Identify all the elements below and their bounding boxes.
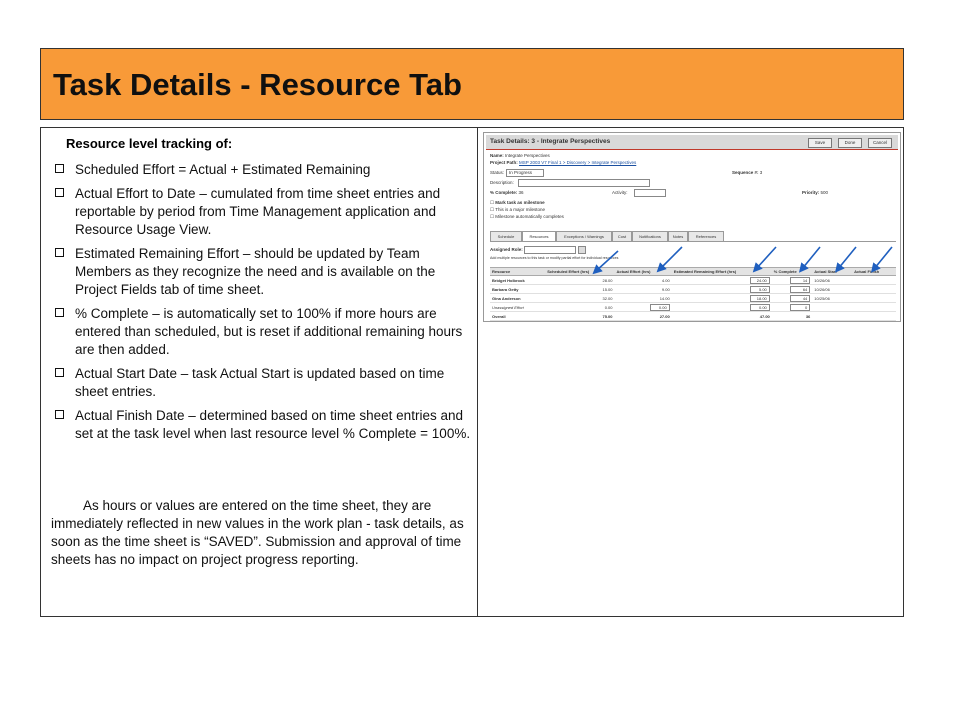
checkbox-bullet-icon	[55, 188, 64, 197]
complete-input[interactable]: 14	[790, 277, 810, 284]
arrow-start-icon	[838, 247, 856, 269]
column-header: Actual Start	[812, 268, 852, 276]
bullet-text: Actual Start Date – task Actual Start is updated based on time sheet entries.	[75, 366, 445, 399]
tab-cost[interactable]: Cost	[612, 231, 632, 242]
complete-input[interactable]: 44	[790, 295, 810, 302]
table-row: Unassigned Effort 0.00 0.00 0.00 0	[490, 303, 896, 312]
tab-notes[interactable]: Notes	[668, 231, 688, 242]
column-header: Scheduled Effort (hrs)	[545, 268, 614, 276]
section-heading: Resource level tracking of:	[66, 136, 233, 151]
arrow-remaining-icon	[756, 247, 776, 269]
status-label: Status:	[490, 170, 505, 175]
remaining-input[interactable]: 18.00	[750, 295, 770, 302]
title-bar	[40, 48, 904, 120]
total-row: Overall 75.00 27.00 47.00 36	[490, 312, 896, 321]
screenshot-title: Task Details: 3 - Integrate Perspectives	[490, 138, 611, 145]
complete-input[interactable]: 0	[790, 304, 810, 311]
project-path-field: Project Path: MSP 2003 V7 Final 1 > Discovery > Integrate Perspectives	[490, 160, 637, 165]
complete-input[interactable]: 64	[790, 286, 810, 293]
assigned-role-label: Assigned Role:	[490, 247, 523, 252]
remaining-input[interactable]: 0.00	[750, 304, 770, 311]
bullet-text: Actual Finish Date – determined based on time sheet entries and set at the task level when last resource level % Complete = 100%.	[75, 408, 471, 441]
task-details-screenshot	[483, 132, 901, 322]
arrow-finish-icon	[874, 247, 892, 269]
column-header: % Complete	[772, 268, 813, 276]
major-milestone-checkbox[interactable]: ☐ This is a major milestone	[490, 207, 545, 212]
save-button[interactable]: Save	[808, 138, 832, 148]
table-row: Gina Anderson 32.00 14.00 18.00 44 10/25/06	[490, 294, 896, 303]
arrow-actual-icon	[660, 247, 682, 269]
bullet-item	[53, 185, 473, 239]
cancel-button[interactable]: Cancel	[868, 138, 892, 148]
project-path-link[interactable]: MSP 2003 V7 Final 1 > Discovery > Integrate Perspectives	[519, 160, 637, 165]
checkbox-bullet-icon	[55, 248, 64, 257]
column-header: Actual Finish	[852, 268, 896, 276]
tab-resources[interactable]: Resources	[522, 231, 556, 242]
bullet-text: Scheduled Effort = Actual + Estimated Remaining	[75, 162, 371, 177]
checkbox-bullet-icon	[55, 308, 64, 317]
arrow-complete-icon	[802, 247, 820, 269]
summary-paragraph: As hours or values are entered on the time sheet, they are immediately reflected in new values in the work plan - task details, as soon as the time sheet is “SAVED”. Submission and approval of time sheets has no impact on project progress reporting.	[51, 498, 464, 567]
column-divider	[477, 128, 478, 616]
bullet-item	[53, 245, 473, 299]
complete-field: % Complete: 36	[490, 190, 524, 195]
slide-title: Task Details - Resource Tab	[53, 67, 462, 102]
content-frame	[40, 127, 904, 617]
left-text-panel	[41, 128, 477, 616]
checkbox-bullet-icon	[55, 368, 64, 377]
milestone-checkbox[interactable]: ☐ Mark task as milestone	[490, 200, 545, 205]
table-row: Bridget Holbrook 28.00 4.00 24.00 14 10/26/06	[490, 276, 896, 285]
done-button[interactable]: Done	[838, 138, 862, 148]
table-row: Barbara Getty 15.00 9.00 5.00 64 10/26/06	[490, 285, 896, 294]
bullet-item	[53, 407, 473, 443]
callout-arrows	[484, 133, 902, 323]
column-header: Actual Effort (hrs)	[615, 268, 672, 276]
add-resources-note: Add multiple resources to this task or modify partial effort for individual resources	[490, 256, 619, 260]
tab-schedule[interactable]: Schedule	[490, 231, 522, 242]
bullet-list	[53, 161, 473, 449]
name-field: Name: Integrate Perspectives	[490, 153, 550, 158]
column-header: Estimated Remaining Effort (hrs)	[672, 268, 772, 276]
tab-references[interactable]: References	[688, 231, 724, 242]
checkbox-bullet-icon	[55, 164, 64, 173]
description-label: Description:	[490, 180, 514, 185]
actual-input[interactable]: 0.00	[650, 304, 670, 311]
bullet-item	[53, 161, 473, 179]
bullet-item	[53, 305, 473, 359]
remaining-input[interactable]: 24.00	[750, 277, 770, 284]
bullet-text: Estimated Remaining Effort – should be updated by Team Members as they recognize the need and is available on the Project Fields tab of time sheet.	[75, 246, 436, 297]
bullet-text: % Complete – is automatically set to 100% if more hours are entered than scheduled, but is reset if additional remaining hours are then added.	[75, 306, 463, 357]
auto-complete-checkbox[interactable]: ☐ Milestone automatically completes	[490, 214, 564, 219]
priority-field: Priority: 500	[802, 190, 829, 195]
arrow-scheduled-icon	[596, 251, 618, 271]
remaining-input[interactable]: 5.00	[750, 286, 770, 293]
sequence-field: Sequence #: 3	[732, 170, 763, 175]
bullet-item	[53, 365, 473, 401]
tab-notifications[interactable]: Notifications	[632, 231, 668, 242]
checkbox-bullet-icon	[55, 410, 64, 419]
tab-exceptions[interactable]: Exceptions / Warnings	[556, 231, 612, 242]
column-header: Resource	[490, 268, 545, 276]
bullet-text: Actual Effort to Date – cumulated from time sheet entries and reportable by period from Time Management application and Resource Usage View.	[75, 186, 441, 237]
activity-label: Activity:	[612, 190, 628, 195]
status-select[interactable]: In Progress	[506, 169, 544, 177]
